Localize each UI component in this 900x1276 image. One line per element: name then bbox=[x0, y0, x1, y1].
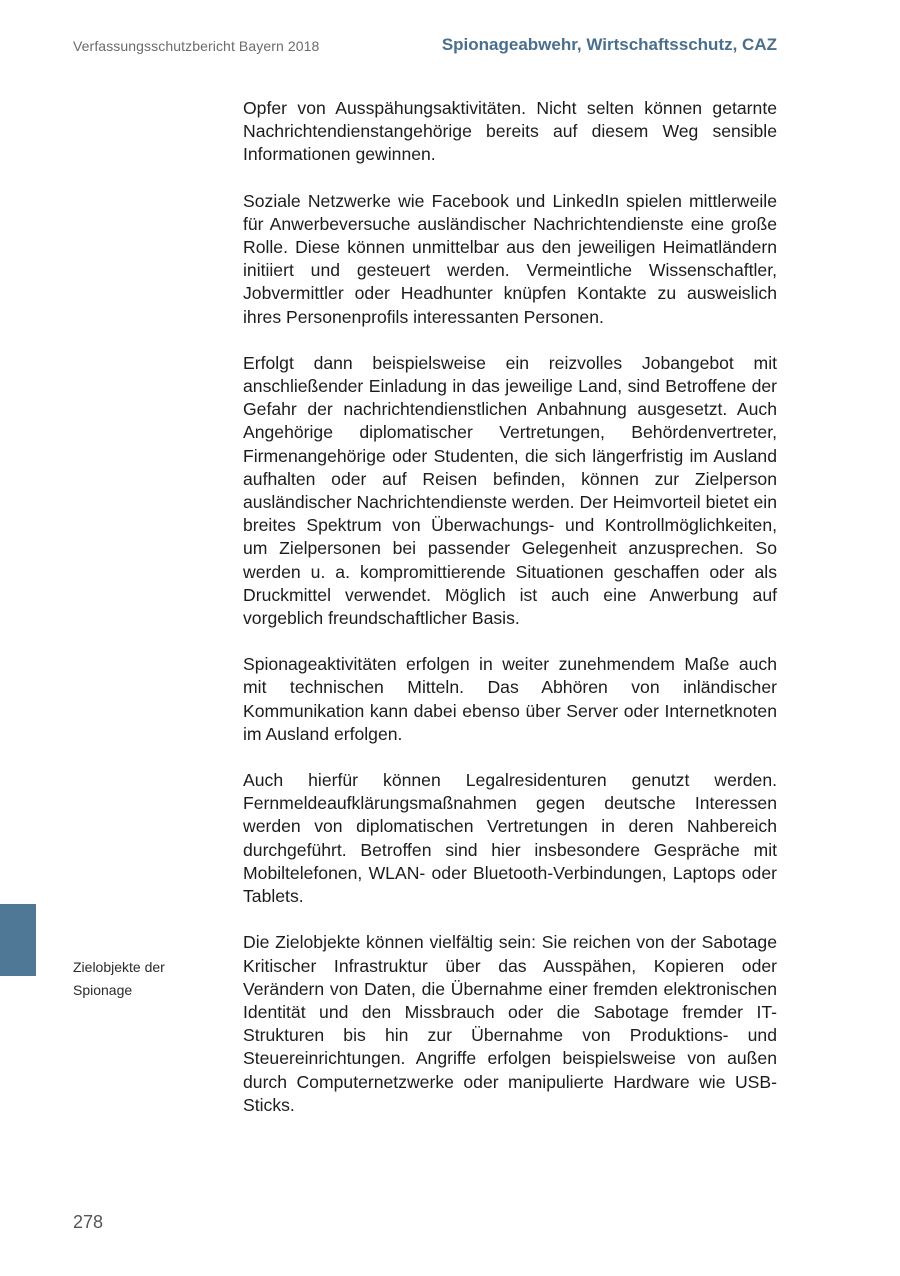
margin-note-line-2: Spionage bbox=[73, 982, 133, 998]
paragraph-6: Die Zielobjekte können vielfältig sein: Sie reichen von der Sabotage Kritischer Infrastruktur über das Ausspähen, Kopieren oder Verändern von Daten, die Übernahme einer fremden elektronischen Identität und den Missbrauch oder die Sabotage fremder IT-Strukturen bis hin zur Übernahme von Produktions- und Steuereinrichtungen. Angriffe erfolgen beispielsweise von außen durch Computernetzwerke oder manipulierte Hardware wie USB-Sticks. bbox=[243, 932, 777, 1115]
margin-note bbox=[73, 956, 213, 1002]
paragraph-1: Opfer von Ausspähungsaktivitäten. Nicht selten können getarnte Nachrichtendienstangehörige bereits auf diesem Weg sensible Informationen gewinnen. bbox=[243, 98, 777, 165]
chapter-side-tab bbox=[0, 904, 36, 976]
paragraph-5: Auch hierfür können Legalresidenturen genutzt werden. Fernmeldeaufklärungsmaßnahmen gegen deutsche Interessen werden von diplomatischen Vertretungen in deren Nahbereich durchgeführt. Betroffen sind hier insbesondere Gespräche mit Mobiltelefonen, WLAN- oder Bluetooth-Verbindungen, Laptops oder Tablets. bbox=[243, 770, 777, 907]
page-number: 278 bbox=[73, 1212, 104, 1232]
body-text bbox=[243, 97, 777, 1140]
running-header-chapter: Spionageabwehr, Wirtschaftsschutz, CAZ bbox=[441, 35, 777, 54]
paragraph-4: Spionageaktivitäten erfolgen in weiter zunehmendem Maße auch mit technischen Mitteln. Das Abhören von inländischer Kommunikation kann dabei ebenso über Server oder Internetknoten im Ausland erfolgen. bbox=[243, 654, 777, 744]
running-header-title: Verfassungsschutzbericht Bayern 2018 bbox=[73, 38, 320, 54]
paragraph-2: Soziale Netzwerke wie Facebook und LinkedIn spielen mittlerweile für Anwerbeversuche ausländischer Nachrichtendienste eine große Rolle. Diese können unmittelbar aus den jeweiligen Heimatländern initiiert und gesteuert werden. Vermeintliche Wissenschaftler, Jobvermittler oder Headhunter knüpfen Kontakte zu ausweislich ihres Personenprofils interessanten Personen. bbox=[243, 190, 777, 327]
paragraph-3: Erfolgt dann beispielsweise ein reizvolles Jobangebot mit anschließender Einladung in das jeweilige Land, sind Betroffene der Gefahr der nachrichtendienstlichen Anbahnung ausgesetzt. Auch Angehörige diplomatischer Vertretungen, Behördenvertreter, Firmenangehörige oder Studenten, die sich längerfristig im Ausland aufhalten oder auf Reisen befinden, können zur Zielperson ausländischer Nachrichtendienste werden. Der Heimvorteil bietet ein breites Spektrum von Überwachungs- und Kontrollmöglichkeiten, um Zielpersonen bei passender Gelegenheit anzusprechen. So werden u. a. kompromittierende Situationen geschaffen oder als Druckmittel verwendet. Möglich ist auch eine Anwerbung auf vorgeblich freundschaftlicher Basis. bbox=[243, 352, 777, 629]
margin-note-line-1: Zielobjekte der bbox=[73, 959, 165, 975]
